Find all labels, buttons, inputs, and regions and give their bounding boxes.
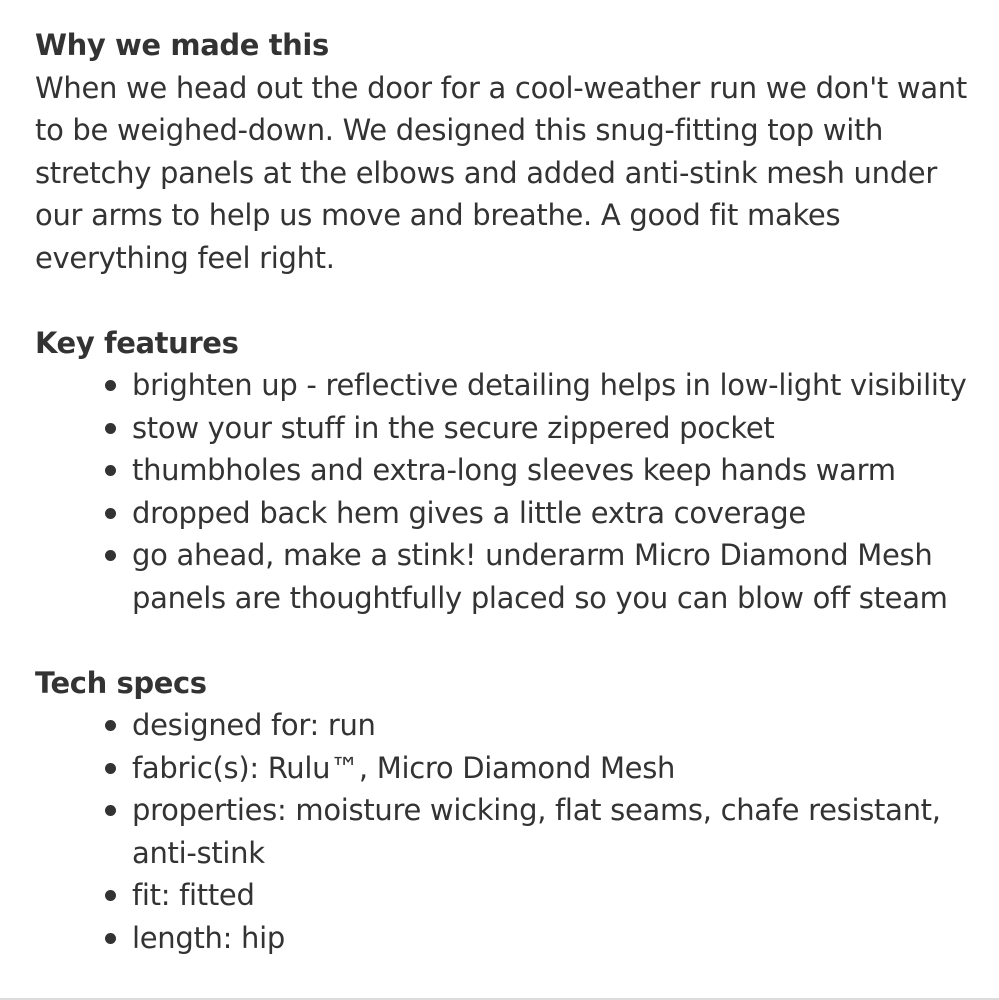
tech-specs-section xyxy=(35,662,975,960)
list-item-text: length: hip xyxy=(132,920,285,955)
list-item xyxy=(132,364,975,407)
list-item-text: fabric(s): Rulu™, Micro Diamond Mesh xyxy=(132,750,676,785)
why-paragraph: When we head out the door for a cool-weather run we don't want to be weighed-down. We designed this snug-fitting top with stretchy panels at the elbows and added anti-stink mesh under our arms to help us move and breathe. A good fit makes everything feel right. xyxy=(35,70,967,275)
bullet-icon xyxy=(105,720,116,731)
bullet-icon xyxy=(105,380,116,391)
product-description xyxy=(35,24,975,959)
list-item xyxy=(132,492,975,535)
list-item xyxy=(132,449,975,492)
list-item-text: fit: fitted xyxy=(132,878,255,912)
bullet-icon xyxy=(105,763,116,774)
list-item-text: dropped back hem gives a little extra coverage xyxy=(132,495,806,530)
bullet-icon xyxy=(105,423,116,434)
tech-specs-heading: Tech specs xyxy=(35,665,207,700)
list-item xyxy=(132,534,975,619)
bullet-icon xyxy=(105,465,116,476)
list-item xyxy=(132,704,975,747)
bullet-icon xyxy=(105,933,116,944)
why-we-made-this-section xyxy=(35,24,975,279)
list-item-text: designed for: run xyxy=(132,708,376,742)
bullet-icon xyxy=(105,550,116,561)
list-item xyxy=(132,874,975,917)
bullet-icon xyxy=(105,508,116,519)
list-item-text: brighten up - reflective detailing helps in low-light visibility xyxy=(132,368,967,402)
section-spacer xyxy=(35,279,975,322)
bullet-icon xyxy=(105,805,116,816)
list-item xyxy=(132,917,975,960)
list-item-text: stow your stuff in the secure zippered pocket xyxy=(132,410,775,445)
why-heading: Why we made this xyxy=(35,28,329,62)
key-features-list xyxy=(35,364,975,619)
list-item xyxy=(132,747,975,790)
list-item-text: go ahead, make a stink! underarm Micro Diamond Mesh panels are thoughtfully placed so you can blow off steam xyxy=(132,538,948,615)
list-item xyxy=(132,789,975,874)
tech-specs-list xyxy=(35,704,975,959)
list-item-text: thumbholes and extra-long sleeves keep hands warm xyxy=(132,453,896,487)
key-features-section xyxy=(35,322,975,620)
section-spacer xyxy=(35,619,975,662)
list-item xyxy=(132,407,975,450)
list-item-text: properties: moisture wicking, flat seams, chafe resistant, anti-stink xyxy=(132,793,941,870)
key-features-heading: Key features xyxy=(35,325,239,360)
bullet-icon xyxy=(105,890,116,901)
